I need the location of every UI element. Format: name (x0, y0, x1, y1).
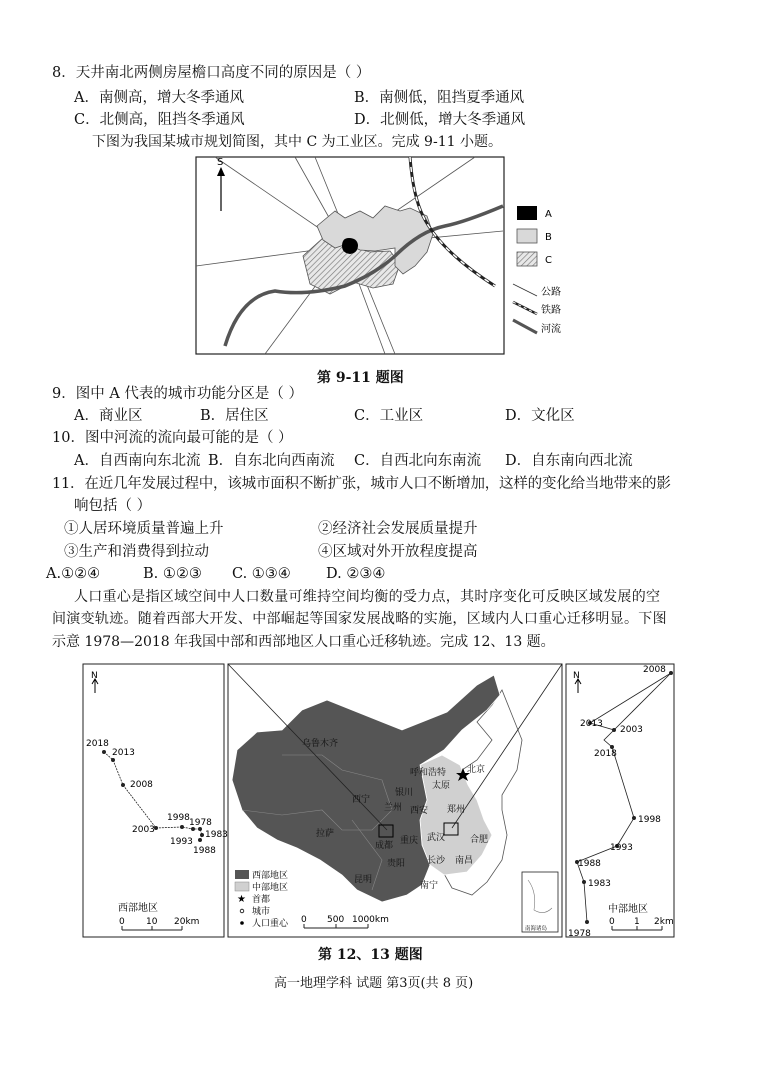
city-wuhan: 武汉 (427, 833, 446, 843)
city-taiyuan: 太原 (432, 781, 451, 791)
q9-option-b: B．居住区 (200, 408, 269, 424)
city-plan-figure (195, 156, 565, 356)
main-scale-0: 0 (301, 915, 307, 925)
central-label-1988: 1988 (578, 859, 601, 869)
zone-a (342, 238, 358, 254)
q11-option-a: A.①②④ (46, 566, 101, 582)
city-beijing: 北京 (467, 765, 486, 775)
para-12-13-line3: 示意 1978—2018 年我国中部和西部地区人口重心迁移轨迹。完成 12、13 题。 (52, 634, 555, 650)
west-label-2013: 2013 (112, 748, 135, 758)
q9-option-a: A．商业区 (74, 408, 143, 424)
legend-road-label: 公路 (541, 287, 561, 298)
north-label: S (217, 157, 224, 168)
q11-item-3: ③生产和消费得到拉动 (64, 544, 209, 560)
para-12-13-line1: 人口重心是指区域空间中人口数量可维持空间均衡的受力点，其时序变化可反映区域发展的空 (74, 589, 661, 605)
west-scale-0: 0 (119, 917, 125, 927)
q8-option-c: C．北侧高，阻挡冬季通风 (74, 112, 245, 128)
q10-option-b: B．自东北向西南流 (208, 453, 335, 469)
west-panel-title: 西部地区 (118, 903, 158, 914)
q11-option-c: C. ①③④ (232, 566, 291, 582)
q8-option-d: D．北侧低，增大冬季通风 (354, 112, 526, 128)
q11-item-4: ④区域对外开放程度提高 (318, 544, 478, 560)
west-panel (83, 664, 228, 937)
central-point-1983 (582, 880, 586, 884)
west-scale-10: 10 (146, 917, 158, 927)
south-china-sea-inset (522, 872, 558, 932)
west-label-1978: 1978 (189, 818, 212, 828)
legend-central-label: 中部地区 (252, 883, 289, 893)
central-scale-0: 0 (609, 917, 615, 927)
q8-stem: 8．天井南北两侧房屋檐口高度不同的原因是（ ） (52, 65, 371, 81)
legend-swatch-c (517, 252, 537, 266)
central-label-1983: 1983 (588, 879, 611, 889)
west-label-1993: 1993 (170, 837, 193, 847)
central-panel-title: 中部地区 (608, 904, 648, 915)
city-hefei: 合肥 (470, 835, 489, 845)
q11-stem-line2: 响包括（ ） (74, 498, 152, 514)
city-nanning: 南宁 (420, 881, 439, 891)
legend-river-label: 河流 (541, 324, 561, 335)
china-map-panel (228, 664, 562, 937)
central-label-2018: 2018 (594, 749, 617, 759)
west-label-1998: 1998 (167, 813, 190, 823)
legend-central-swatch (235, 882, 249, 891)
city-urumqi: 乌鲁木齐 (302, 739, 339, 749)
city-xining: 西宁 (352, 795, 371, 805)
west-point-2018 (102, 750, 106, 754)
city-lanzhou: 兰州 (384, 803, 403, 813)
main-scale-1000: 1000km (352, 915, 389, 925)
west-point-1998 (180, 825, 184, 829)
legend-west-label: 西部地区 (252, 871, 289, 881)
city-hohhot: 呼和浩特 (410, 768, 447, 778)
q11-item-1: ①人居环境质量普遍上升 (64, 521, 224, 537)
west-label-2018: 2018 (86, 739, 109, 749)
q9-option-c: C．工业区 (354, 408, 424, 424)
west-scale-20: 20km (174, 917, 200, 927)
west-north-label: N (91, 671, 98, 681)
figure-12-13-caption: 第 12、13 题图 (318, 947, 423, 963)
legend-rail-label: 铁路 (541, 305, 561, 316)
west-label-1988: 1988 (193, 846, 216, 856)
q8-option-b: B．南侧低，阻挡夏季通风 (354, 90, 525, 106)
figure-9-11-caption: 第 9-11 题图 (317, 370, 404, 386)
city-nanchang: 南昌 (455, 856, 474, 866)
city-chengdu: 成都 (375, 841, 394, 851)
city-yinchuan: 银川 (395, 788, 414, 798)
legend-label-a: A (545, 209, 552, 220)
q11-item-2: ②经济社会发展质量提升 (318, 521, 478, 537)
inset-label: 南海诸岛 (525, 926, 548, 932)
west-point-2013 (111, 758, 115, 762)
city-lhasa: 拉萨 (316, 829, 335, 839)
central-point-1978 (585, 920, 589, 924)
west-point-1988 (198, 838, 202, 842)
q11-option-d: D. ②③④ (326, 566, 386, 582)
city-xian: 西安 (410, 806, 429, 816)
legend-capital-label: 首都 (252, 895, 271, 905)
legend-west-swatch (235, 870, 249, 879)
west-label-2003: 2003 (132, 825, 155, 835)
city-guiyang: 贵阳 (387, 859, 406, 869)
q10-option-a: A．自西南向东北流 (74, 453, 201, 469)
legend-swatch-a (517, 206, 537, 220)
legend-road-symbol (513, 284, 537, 296)
central-label-2013: 2013 (580, 719, 603, 729)
central-panel (566, 664, 674, 939)
q11-stem-line1: 11．在近几年发展过程中，该城市面积不断扩张，城市人口不断增加，这样的变化给当地带来的影 (52, 476, 671, 492)
central-label-1978: 1978 (568, 929, 591, 939)
central-scale-2: 2km (654, 917, 674, 927)
central-label-1998: 1998 (638, 815, 661, 825)
q8-option-a: A．南侧高，增大冬季通风 (74, 90, 244, 106)
intro-9-11: 下图为我国某城市规划简图，其中 C 为工业区。完成 9-11 小题。 (92, 134, 502, 150)
west-label-1983: 1983 (205, 830, 228, 840)
q11-option-b: B. ①②③ (143, 566, 202, 582)
legend-city-label: 城市 (252, 907, 271, 917)
q9-stem: 9．图中 A 代表的城市功能分区是（ ） (52, 386, 304, 402)
q10-option-c: C．自西北向东南流 (354, 453, 482, 469)
central-label-2003: 2003 (620, 725, 643, 735)
legend-label-b: B (545, 232, 552, 243)
para-12-13-line2: 间演变轨迹。随着西部大开发、中部崛起等国家发展战略的实施，区域内人口重心迁移明显。下图 (52, 611, 667, 627)
city-zhengzhou: 郑州 (447, 805, 466, 815)
legend-capital-icon: ★ (237, 894, 246, 905)
q10-stem: 10．图中河流的流向最可能的是（ ） (52, 430, 293, 446)
central-point-1998 (632, 816, 636, 820)
west-point-1983 (200, 833, 204, 837)
city-kunming: 昆明 (354, 875, 373, 885)
central-label-1993: 1993 (610, 843, 633, 853)
main-scale-500: 500 (327, 915, 345, 925)
city-changsha: 长沙 (427, 856, 446, 866)
central-north-label: N (573, 671, 580, 681)
q9-option-d: D．文化区 (505, 408, 575, 424)
central-scale-1: 1 (634, 917, 640, 927)
legend-centroid-icon (240, 921, 244, 925)
central-point-2008 (669, 671, 673, 675)
page-footer: 高一地理学科 试题 第3页(共 8 页) (274, 976, 474, 991)
population-centroid-figure (82, 660, 677, 942)
legend-centroid-label: 人口重心 (252, 919, 289, 929)
legend-label-c: C (545, 255, 552, 266)
west-label-2008: 2008 (130, 780, 153, 790)
q10-option-d: D．自东南向西北流 (505, 453, 633, 469)
legend-swatch-b (517, 229, 537, 243)
central-point-2003 (612, 728, 616, 732)
central-label-2008: 2008 (643, 665, 666, 675)
west-point-2008 (121, 783, 125, 787)
legend-river-symbol (513, 320, 537, 333)
city-chongqing: 重庆 (400, 836, 419, 846)
